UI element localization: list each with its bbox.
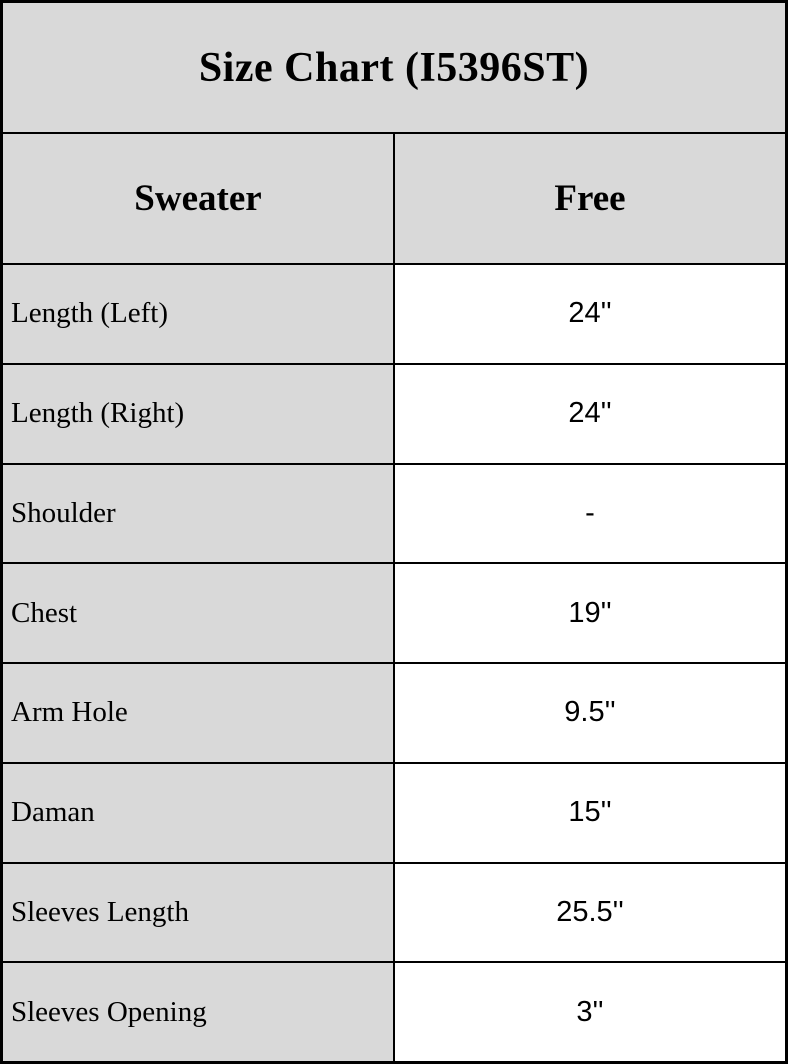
row-label-length-right: Length (Right)	[3, 365, 393, 463]
row-value-sleeves-opening: 3''	[395, 963, 785, 1061]
row-value-length-left: 24''	[395, 265, 785, 363]
row-label-sleeves-length: Sleeves Length	[3, 864, 393, 962]
row-value-chest: 19''	[395, 564, 785, 662]
row-value-shoulder: -	[395, 465, 785, 563]
header-size-column: Free	[395, 134, 785, 263]
size-chart-title: Size Chart (I5396ST)	[3, 3, 785, 132]
row-value-daman: 15''	[395, 764, 785, 862]
row-label-daman: Daman	[3, 764, 393, 862]
row-label-arm-hole: Arm Hole	[3, 664, 393, 762]
row-value-sleeves-length: 25.5''	[395, 864, 785, 962]
row-label-length-left: Length (Left)	[3, 265, 393, 363]
row-label-chest: Chest	[3, 564, 393, 662]
row-label-shoulder: Shoulder	[3, 465, 393, 563]
row-value-length-right: 24''	[395, 365, 785, 463]
header-item-column: Sweater	[3, 134, 393, 263]
row-value-arm-hole: 9.5''	[395, 664, 785, 762]
row-label-sleeves-opening: Sleeves Opening	[3, 963, 393, 1061]
